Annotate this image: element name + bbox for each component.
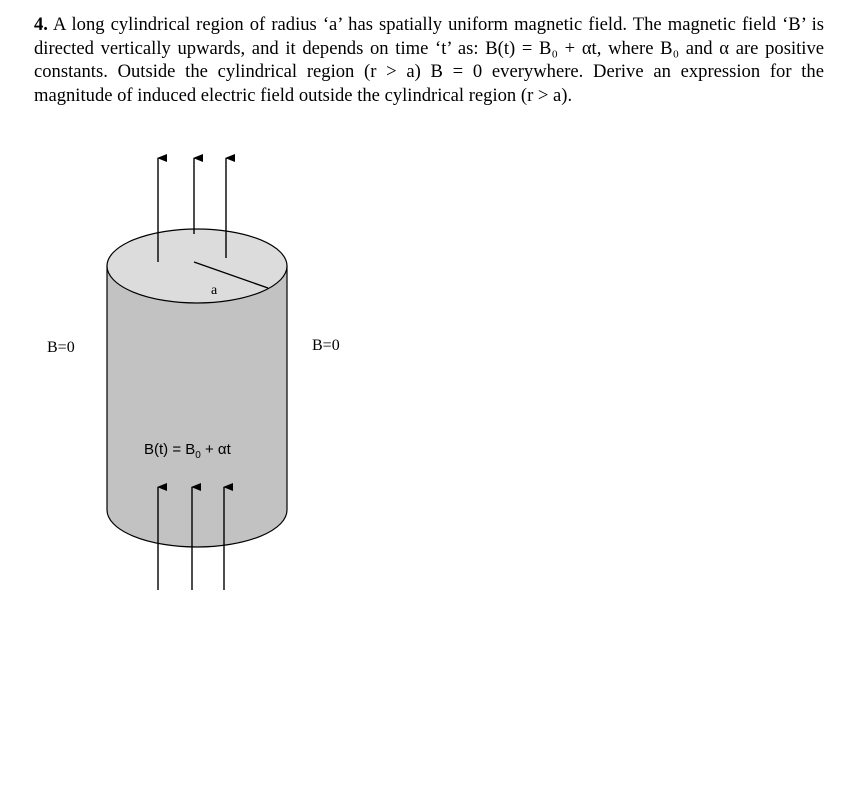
field-expression-prefix: B(t) = B	[144, 441, 196, 458]
problem-text: A long cylindrical region of radius ‘a’ has spatially uniform magnetic field. The magnetic field ‘B’ is directed vertically upwards, and it depends on time ‘t’ as: B(t) = B₀ + αt, where B₀ and α are positive constants. Outside the cylindrical region (r > a) B = 0 everywhere. Derive an expression for the magnitude of induced electric field outside the cylindrical region (r > a).	[34, 14, 824, 106]
field-expression-suffix: + αt	[200, 441, 231, 458]
left-field-label: B=0	[47, 339, 75, 356]
cylinder-top	[107, 229, 287, 303]
radius-label: a	[211, 283, 218, 298]
cylinder-body	[107, 266, 287, 547]
right-field-label: B=0	[312, 337, 340, 354]
field-expression-subscript: 0	[195, 450, 201, 461]
problem-number: 4.	[34, 14, 48, 35]
